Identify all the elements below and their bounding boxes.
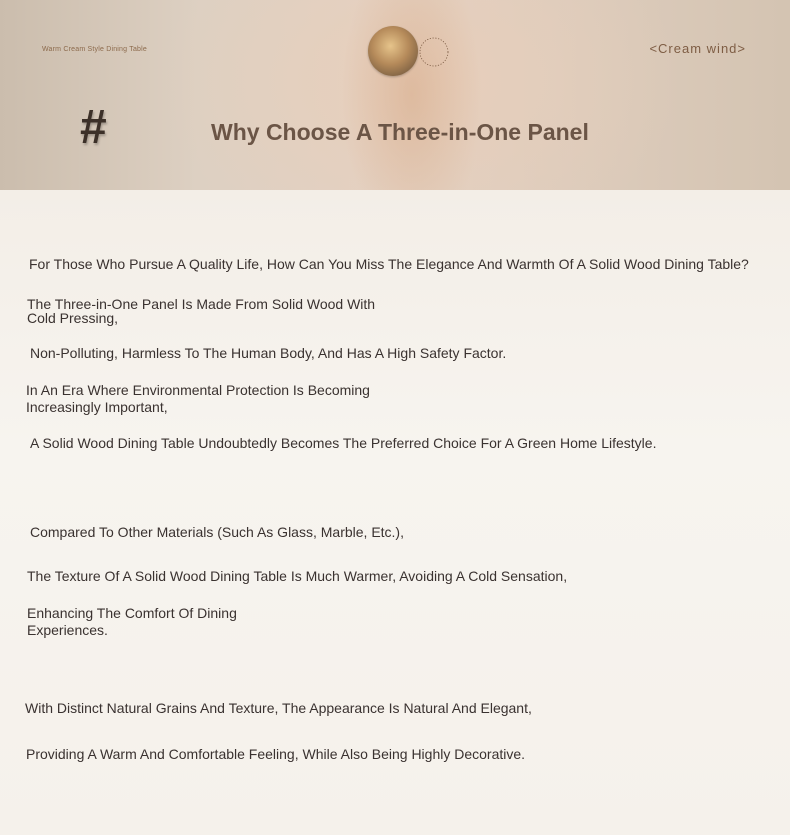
paragraph-line: Increasingly Important, <box>26 399 168 415</box>
header-banner <box>0 0 790 190</box>
paragraph-line: Compared To Other Materials (Such As Glass, Marble, Etc.), <box>30 524 404 540</box>
hash-mark: # <box>80 101 107 154</box>
brand-tagline: Warm Cream Style Dining Table <box>42 46 147 53</box>
paragraph-line: The Texture Of A Solid Wood Dining Table Is Much Warmer, Avoiding A Cold Sensation, <box>27 568 568 584</box>
paragraph-line: Cold Pressing, <box>27 310 119 326</box>
paragraph-line: Enhancing The Comfort Of Dining <box>27 605 237 621</box>
paragraph-line: Non-Polluting, Harmless To The Human Body, And Has A High Safety Factor. <box>30 345 507 361</box>
brand-logo <box>368 24 452 80</box>
cream-wind-label: <Cream wind> <box>649 41 746 56</box>
paragraph-line: The Three-in-One Panel Is Made From Solid Wood With <box>27 296 376 312</box>
paragraph-line: With Distinct Natural Grains And Texture, The Appearance Is Natural And Elegant, <box>25 700 532 716</box>
paragraph-line: A Solid Wood Dining Table Undoubtedly Becomes The Preferred Choice For A Green Home Lifestyle. <box>30 435 657 451</box>
logo-ring-icon <box>368 24 452 80</box>
paragraph-line: Experiences. <box>27 622 108 638</box>
paragraph-line: In An Era Where Environmental Protection Is Becoming <box>26 382 370 398</box>
content-body <box>0 190 790 835</box>
paragraph-line: Providing A Warm And Comfortable Feeling, While Also Being Highly Decorative. <box>26 746 526 762</box>
page-title: Why Choose A Three-in-One Panel <box>211 119 589 145</box>
paragraph-line: For Those Who Pursue A Quality Life, How Can You Miss The Elegance And Warmth Of A Solid Wood Dining Table? <box>29 256 749 272</box>
